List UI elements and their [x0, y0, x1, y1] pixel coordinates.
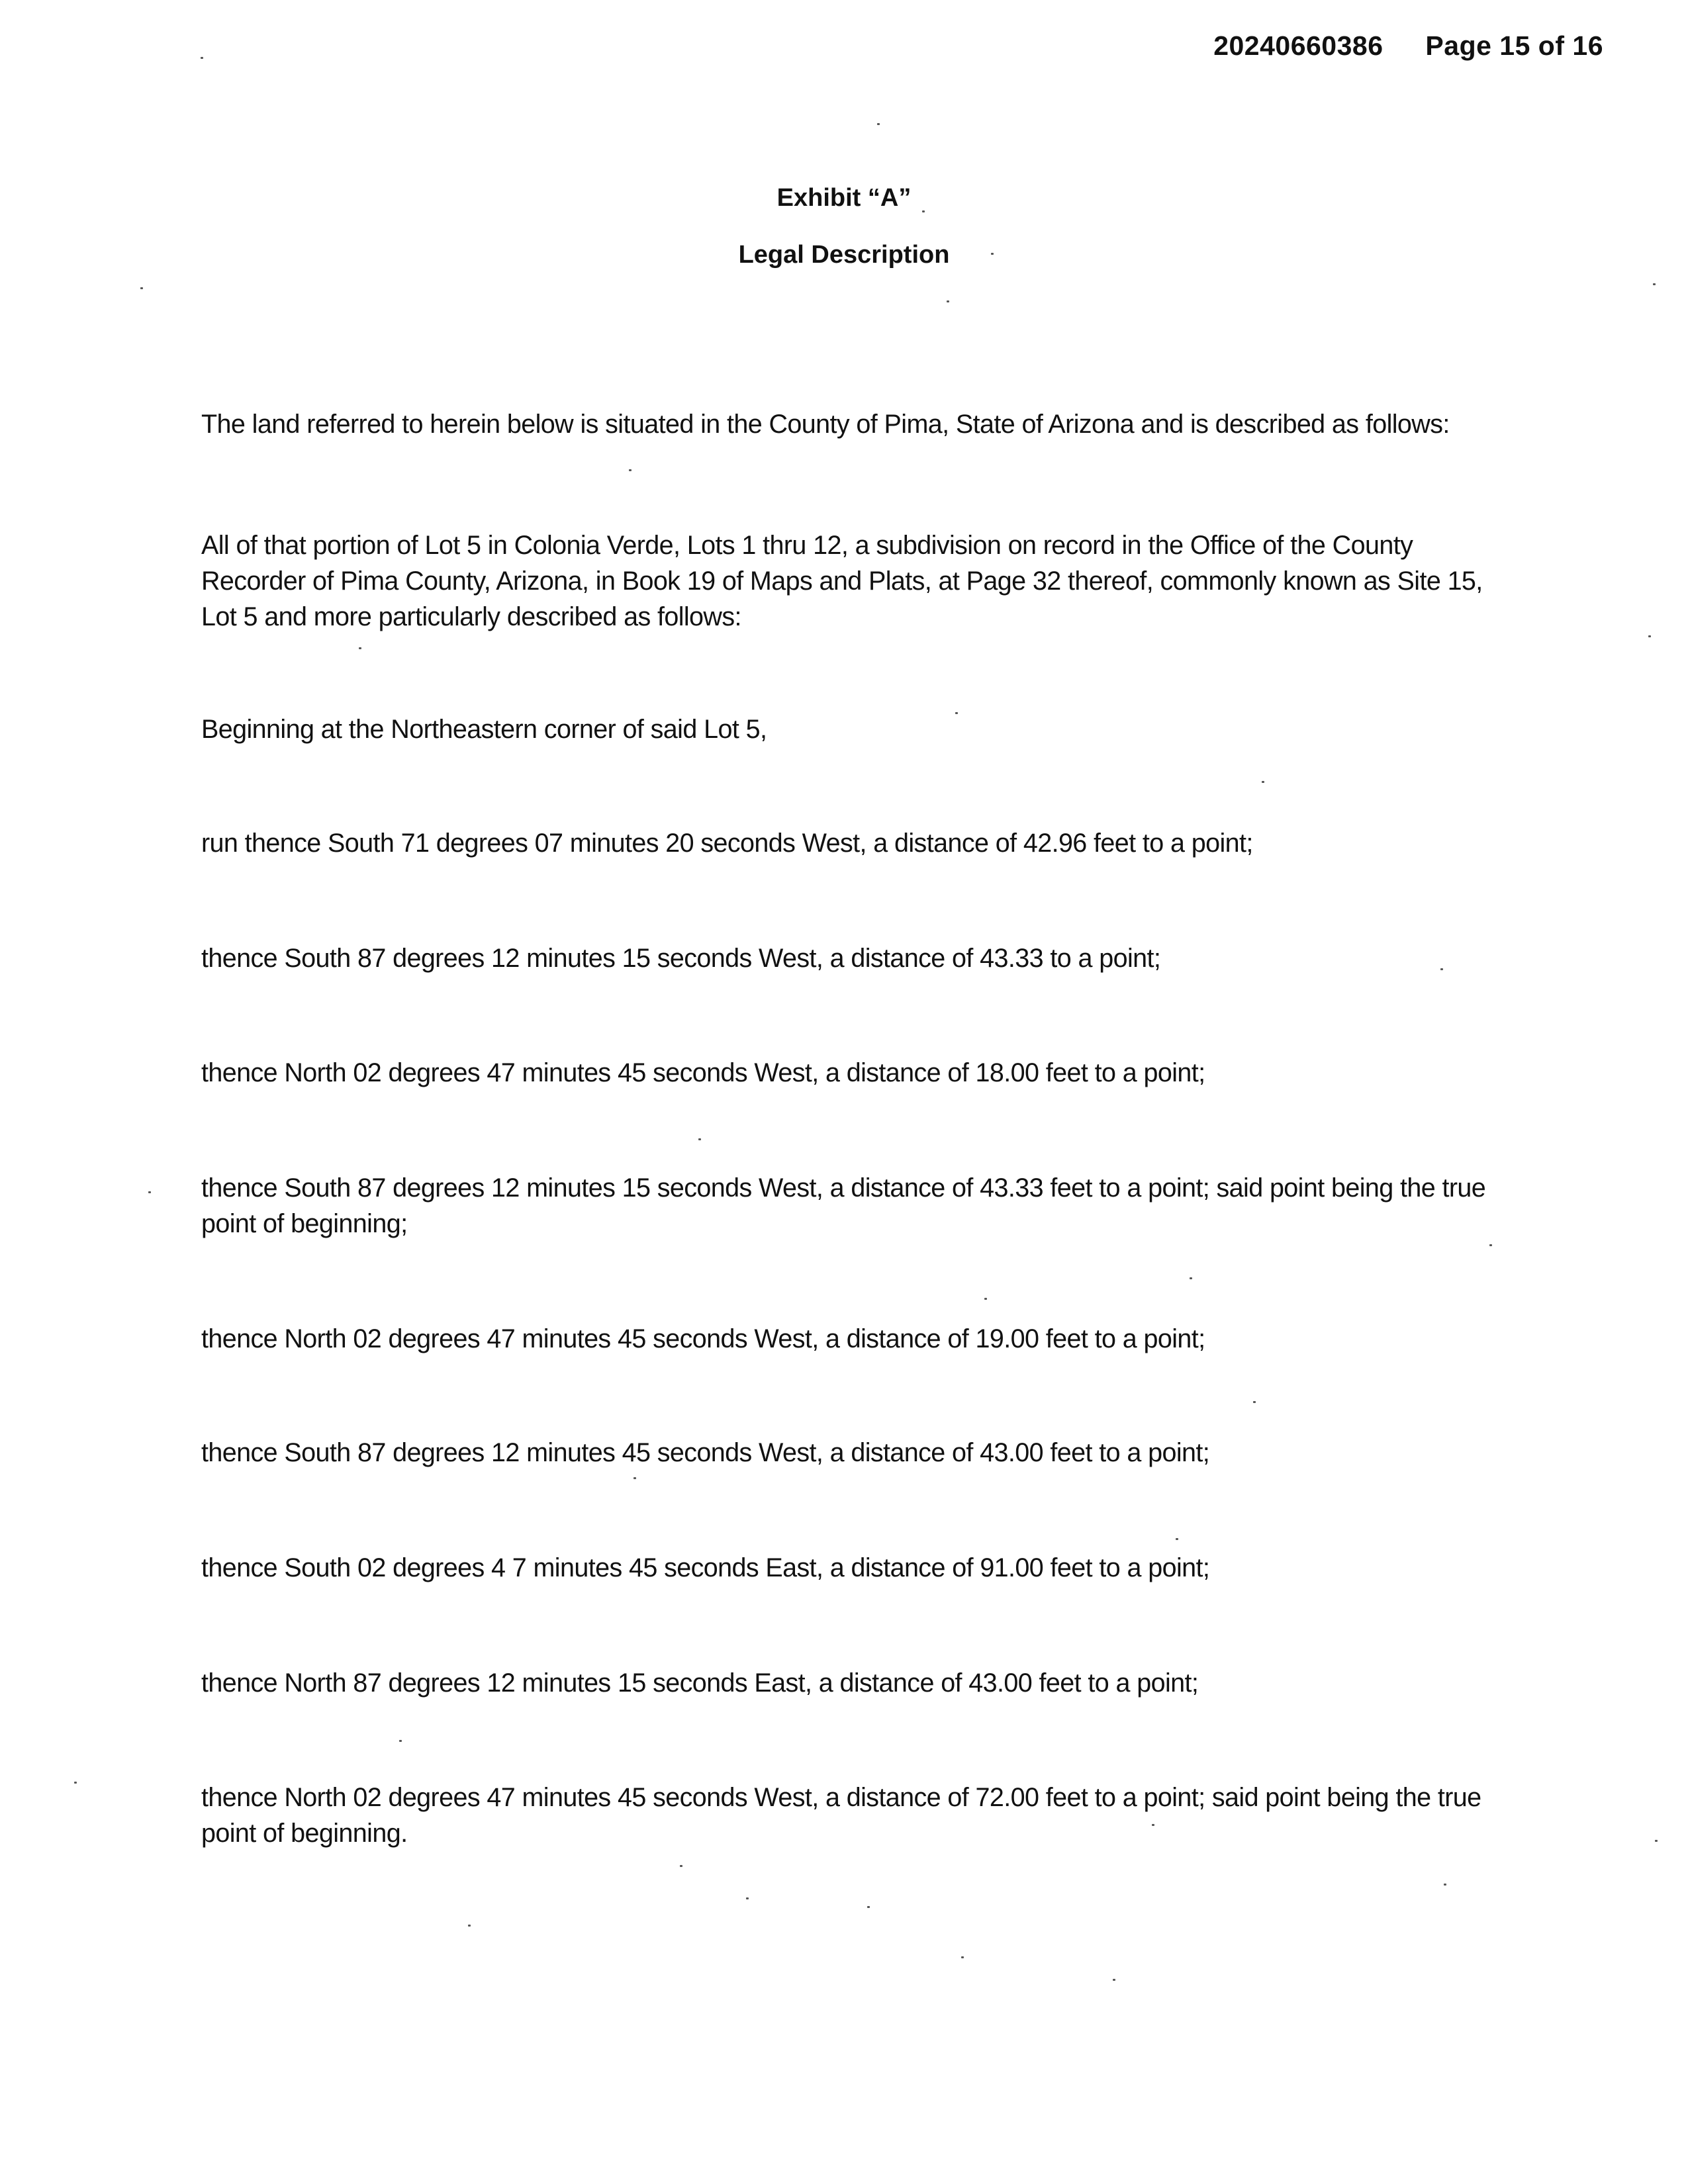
course-2: thence South 87 degrees 12 minutes 15 seconds West, a distance of 43.33 to a point;: [201, 944, 1161, 973]
course-5: thence North 02 degrees 47 minutes 45 seconds West, a distance of 19.00 feet to a point;: [201, 1324, 1205, 1353]
course-4-true-point: thence South 87 degrees 12 minutes 15 seconds West, a distance of 43.33 feet to a point; said point being the true point of beginning;: [201, 1173, 1486, 1238]
page-number-label: Page 15 of 16: [1425, 30, 1603, 61]
scan-speck: [1253, 1401, 1256, 1403]
scan-speck: [991, 253, 994, 255]
scan-speck: [1262, 781, 1264, 783]
scan-speck: [1653, 283, 1656, 285]
scan-speck: [1113, 1979, 1115, 1981]
scan-speck: [201, 57, 203, 59]
scan-speck: [1648, 635, 1651, 637]
course-3: thence North 02 degrees 47 minutes 45 seconds West, a distance of 18.00 feet to a point;: [201, 1058, 1205, 1087]
scan-speck: [399, 1740, 402, 1742]
scan-speck: [947, 300, 949, 302]
scan-speck: [680, 1865, 682, 1867]
scan-speck: [877, 123, 880, 125]
section-title: Legal Description: [738, 241, 950, 269]
course-9-closing: thence North 02 degrees 47 minutes 45 seconds West, a distance of 72.00 feet to a point; said point being the true point of beginning.: [201, 1783, 1481, 1848]
scan-speck: [1655, 1840, 1658, 1842]
exhibit-title: Exhibit “A”: [776, 184, 912, 212]
scan-speck: [984, 1298, 987, 1300]
beginning-paragraph: Beginning at the Northeastern corner of said Lot 5,: [201, 715, 767, 744]
scan-speck: [1152, 1824, 1154, 1826]
intro-paragraph: The land referred to herein below is situated in the County of Pima, State of Arizona and is described as follows:: [201, 410, 1450, 439]
scan-speck: [922, 210, 925, 212]
scan-speck: [629, 469, 632, 471]
scan-speck: [74, 1782, 77, 1784]
scan-speck: [698, 1138, 701, 1140]
scan-speck: [148, 1191, 151, 1193]
scan-speck: [955, 712, 958, 714]
document-number: 20240660386: [1213, 30, 1383, 61]
scan-speck: [1444, 1884, 1446, 1886]
scan-speck: [746, 1897, 749, 1899]
lot-description-paragraph: All of that portion of Lot 5 in Colonia Verde, Lots 1 thru 12, a subdivision on record in the Office of the County Recorder of Pima County, Arizona, in Book 19 of Maps and Plats, at Page 32 thereof, commonly known as Site 15, Lot 5 and more particularly described as follows:: [201, 531, 1483, 631]
scan-speck: [468, 1925, 471, 1927]
scan-speck: [867, 1906, 870, 1908]
scan-speck: [1440, 968, 1443, 970]
course-6: thence South 87 degrees 12 minutes 45 seconds West, a distance of 43.00 feet to a point;: [201, 1438, 1210, 1467]
scan-speck: [1176, 1538, 1178, 1540]
course-8: thence North 87 degrees 12 minutes 15 seconds East, a distance of 43.00 feet to a point;: [201, 1668, 1199, 1698]
course-7: thence South 02 degrees 4 7 minutes 45 seconds East, a distance of 91.00 feet to a point;: [201, 1553, 1210, 1582]
page-header: [1213, 30, 1603, 62]
scan-speck: [140, 287, 143, 289]
scan-speck: [1489, 1244, 1492, 1246]
course-1: run thence South 71 degrees 07 minutes 20 seconds West, a distance of 42.96 feet to a point;: [201, 829, 1253, 858]
scan-speck: [633, 1477, 636, 1479]
scan-speck: [961, 1956, 964, 1958]
scan-speck: [359, 647, 361, 649]
scan-speck: [1190, 1277, 1192, 1279]
